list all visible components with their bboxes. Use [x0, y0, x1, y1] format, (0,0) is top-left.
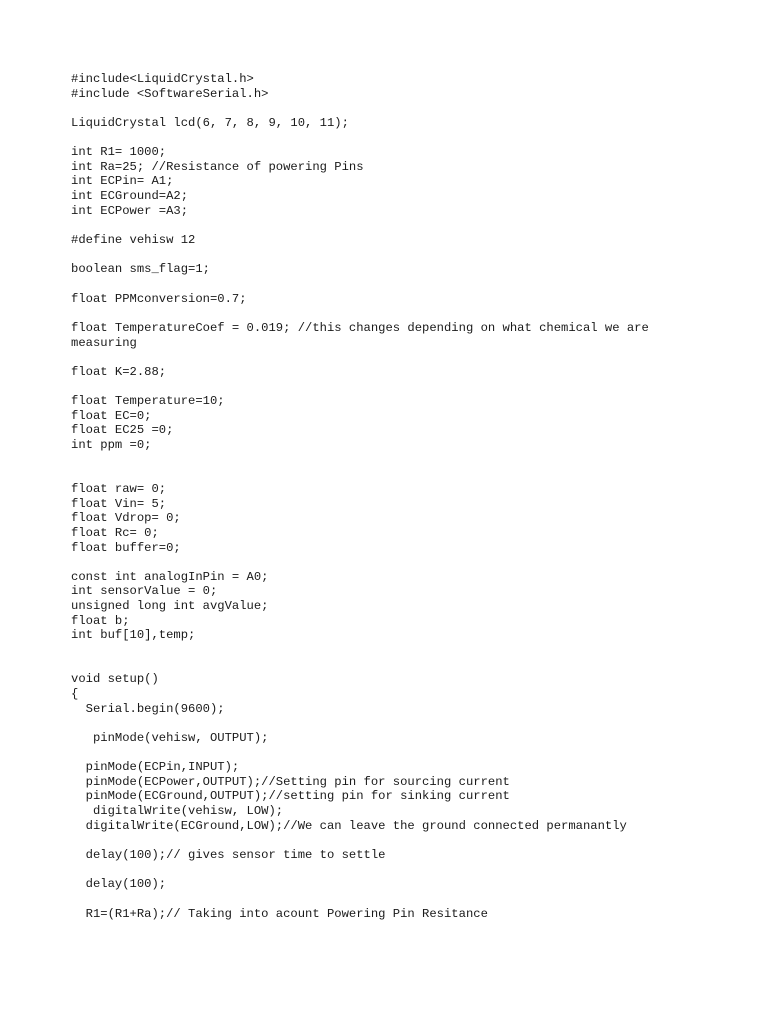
code-line [71, 833, 731, 848]
code-line: #define vehisw 12 [71, 233, 196, 248]
code-line: float TemperatureCoef = 0.019; //this changes depending on what chemical we are [71, 320, 649, 335]
code-line [71, 467, 731, 482]
code-line [71, 101, 731, 116]
code-line: pinMode(vehisw, OUTPUT); [71, 730, 269, 745]
code-line [71, 248, 731, 263]
code-line [71, 716, 731, 731]
code-line: boolean sms_flag=1; [71, 262, 210, 277]
code-line: float Rc= 0; [71, 525, 159, 540]
code-line: { [71, 686, 79, 701]
code-line: float K=2.88; [71, 364, 167, 379]
code-line: measuring [71, 335, 137, 350]
code-line: void setup() [71, 672, 159, 687]
code-line [71, 379, 731, 394]
code-line: pinMode(ECGround,OUTPUT);//setting pin for sinking current [71, 789, 510, 804]
code-line: LiquidCrystal lcd(6, 7, 8, 9, 10, 11); [71, 115, 349, 130]
code-line [71, 453, 731, 468]
code-line [71, 892, 731, 907]
code-line [71, 350, 731, 365]
code-line: int ppm =0; [71, 438, 152, 453]
code-line: float Vin= 5; [71, 496, 167, 511]
code-line: const int analogInPin = A0; [71, 569, 269, 584]
code-line: int Ra=25; //Resistance of powering Pins [71, 159, 364, 174]
code-line: float b; [71, 613, 130, 628]
code-line [71, 555, 731, 570]
code-line [71, 643, 731, 658]
code-line [71, 863, 731, 878]
code-line [71, 306, 731, 321]
code-line: int buf[10],temp; [71, 628, 196, 643]
code-line: float EC=0; [71, 408, 152, 423]
code-line: pinMode(ECPower,OUTPUT);//Setting pin for sourcing current [71, 774, 510, 789]
code-line: float EC25 =0; [71, 423, 174, 438]
code-line: digitalWrite(ECGround,LOW);//We can leave the ground connected permanantly [71, 818, 627, 833]
code-line: float raw= 0; [71, 481, 167, 496]
code-line: digitalWrite(vehisw, LOW); [71, 804, 284, 819]
code-line: delay(100);// gives sensor time to settle [71, 847, 386, 862]
code-line: R1=(R1+Ra);// Taking into acount Powering Pin Resitance [71, 906, 488, 921]
code-line: float PPMconversion=0.7; [71, 291, 247, 306]
code-line: int R1= 1000; [71, 145, 167, 160]
code-line: int ECGround=A2; [71, 189, 189, 204]
code-line [71, 218, 731, 233]
code-line: #include <SoftwareSerial.h> [71, 86, 269, 101]
code-line: float buffer=0; [71, 540, 181, 555]
code-line: int ECPower =A3; [71, 203, 189, 218]
code-line: pinMode(ECPin,INPUT); [71, 760, 240, 775]
code-line: Serial.begin(9600); [71, 701, 225, 716]
code-line: int sensorValue = 0; [71, 584, 218, 599]
code-line: float Vdrop= 0; [71, 511, 181, 526]
code-line [71, 658, 731, 673]
code-listing [71, 72, 731, 921]
code-line: unsigned long int avgValue; [71, 599, 269, 614]
code-line: #include<LiquidCrystal.h> [71, 72, 254, 86]
code-line: float Temperature=10; [71, 394, 225, 409]
code-line [71, 277, 731, 292]
code-line [71, 745, 731, 760]
code-line [71, 131, 731, 146]
code-line: delay(100); [71, 877, 167, 892]
code-line: int ECPin= A1; [71, 174, 174, 189]
